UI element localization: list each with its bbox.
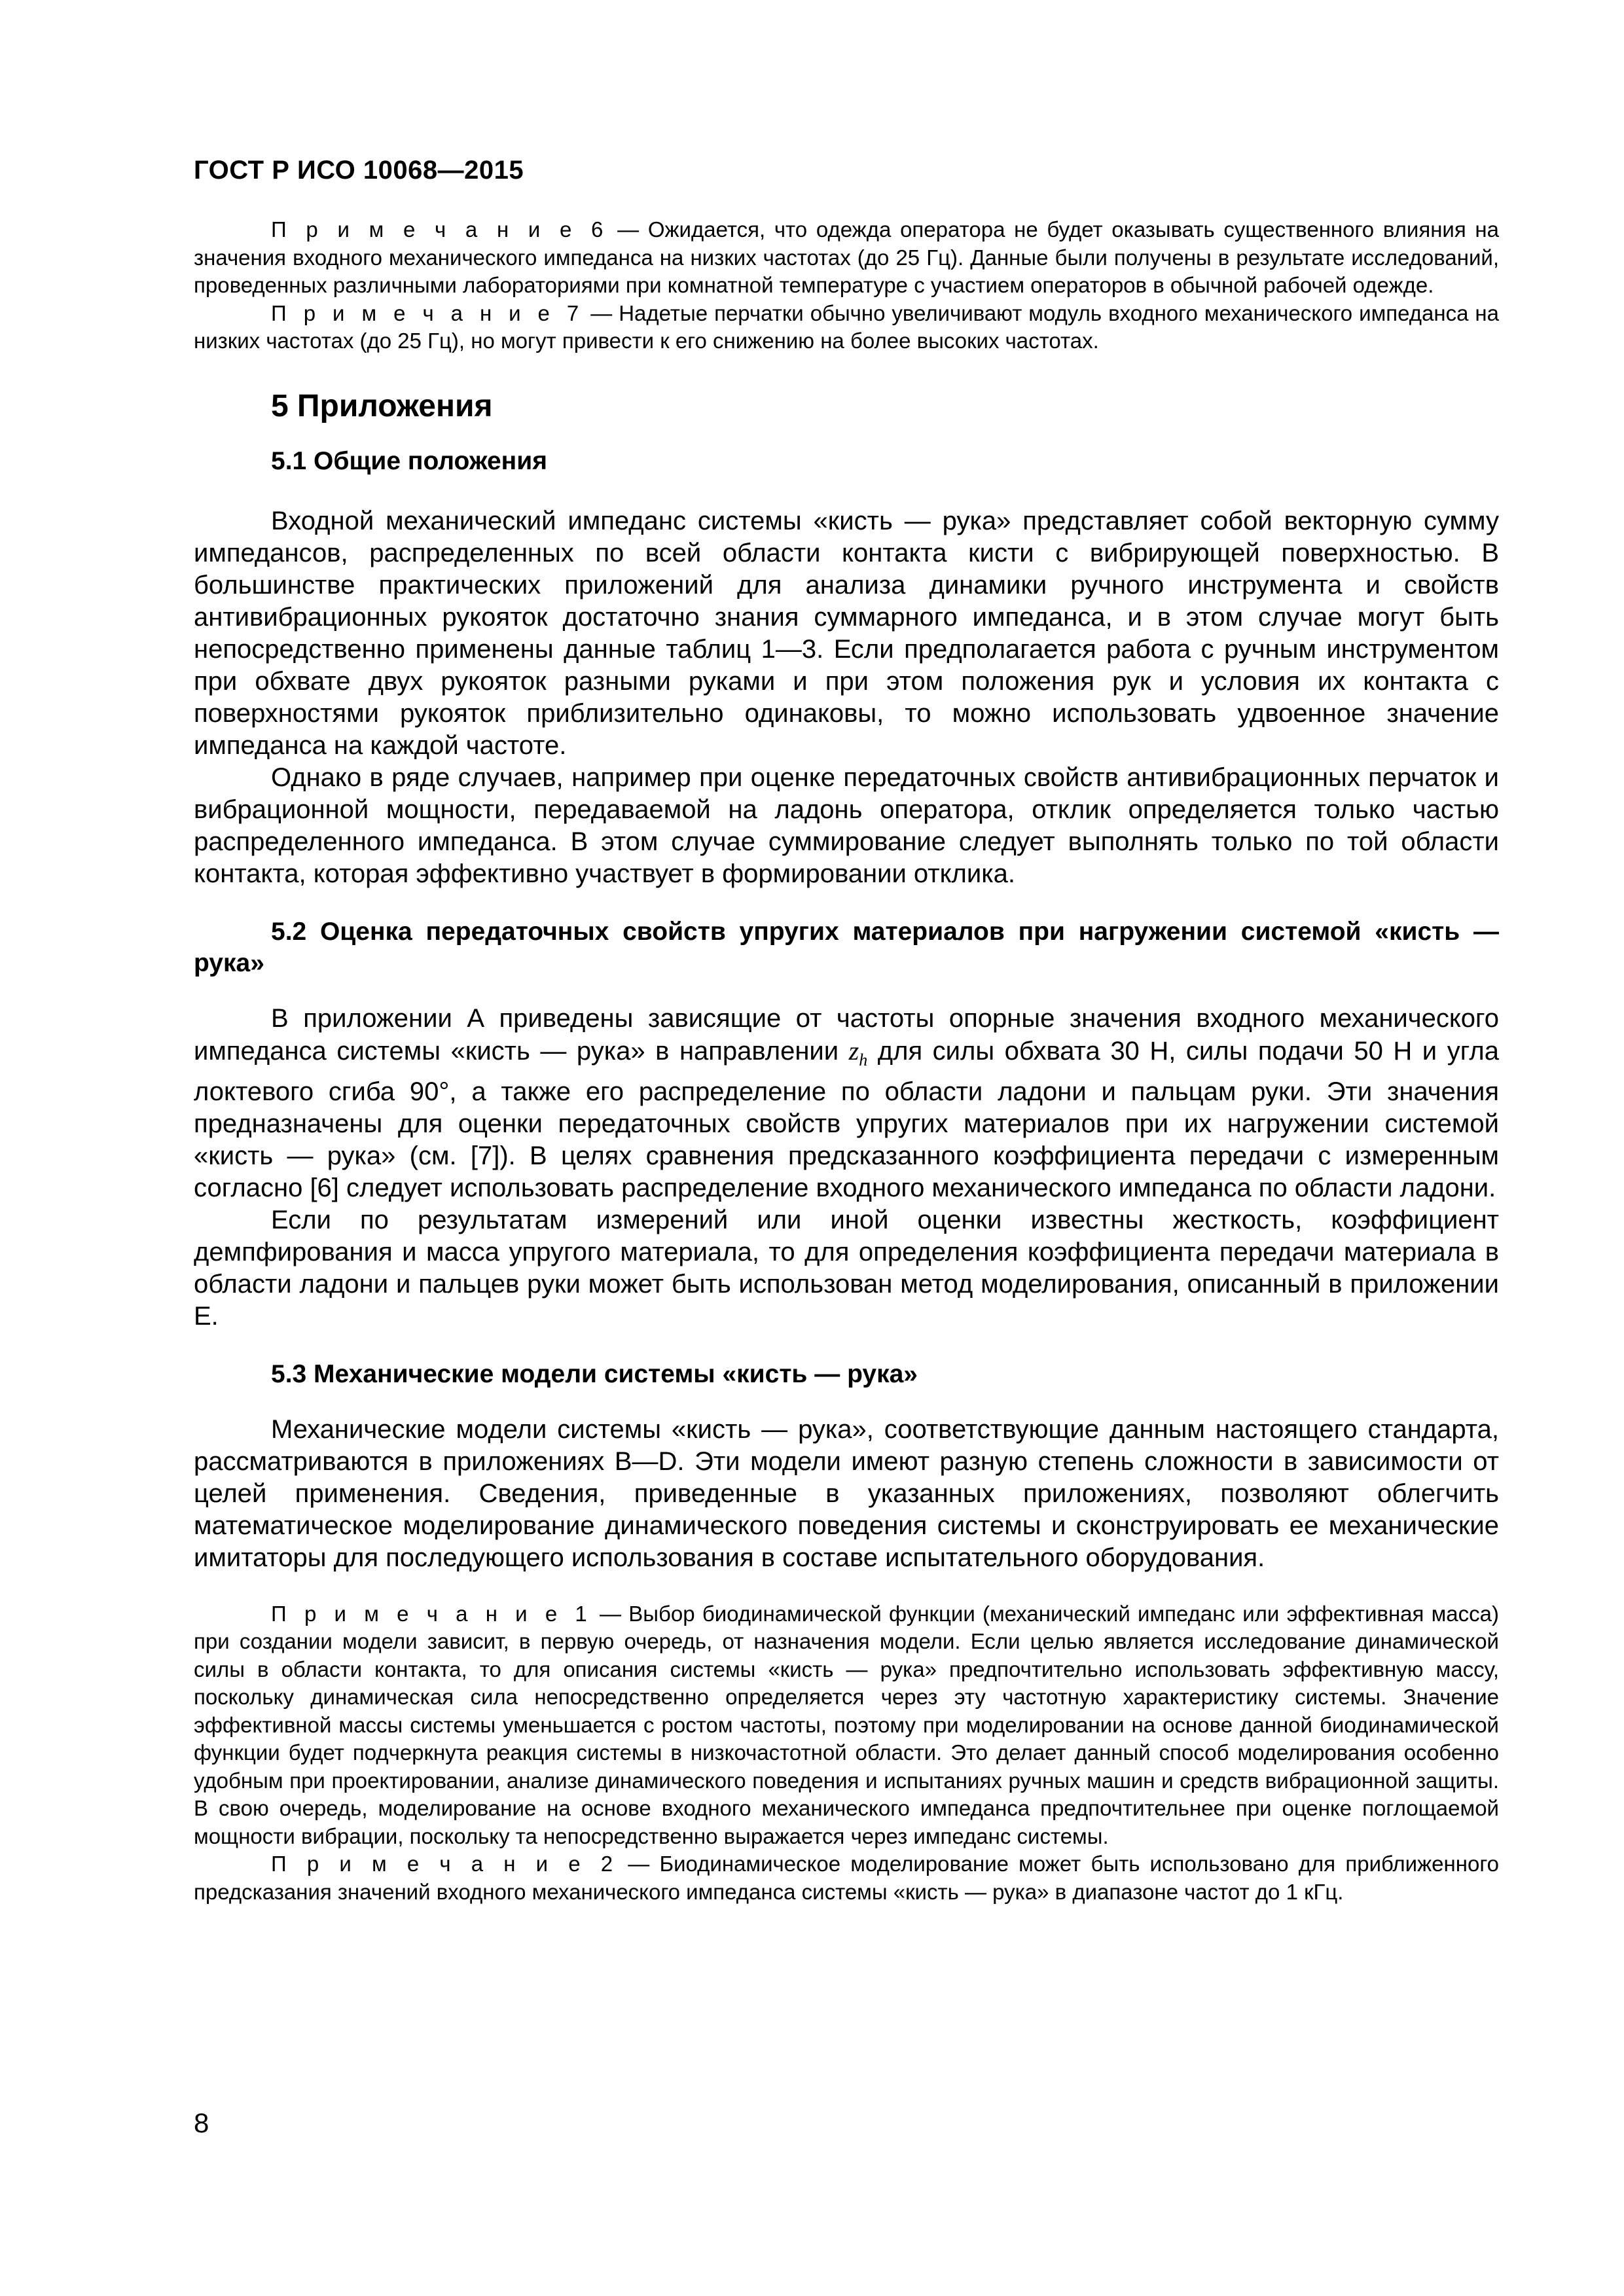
section-5-2-paragraph-2: Если по результатам измерений или иной оценки известны жесткость, коэффициент демпфирования и масса упругого материала, то для определения коэффициента передачи материала в области ладони и пальцев руки может быть использован метод моделирования, описанный в приложении Е. xyxy=(194,1205,1499,1331)
note-1 xyxy=(194,1600,1499,1851)
note-7-label: П р и м е ч а н и е 7 xyxy=(271,300,585,325)
note-2-label: П р и м е ч а н и е 2 xyxy=(271,1852,619,1876)
note-6 xyxy=(194,216,1499,300)
note-1-label: П р и м е ч а н и е 1 xyxy=(271,1601,592,1626)
section-5-2-p1-part-2: для силы обхвата 30 Н, силы подачи 50 Н и угла локтевого сгиба 90°, а также его распределение по области ладони и пальцам руки. Эти значения предназначены для оценки передаточных свойств упругих материалов при их нагружении системой «кисть — рука» (см. [7]). В целях сравнения предсказанного коэффициента передачи с измеренным согласно [6] следует использовать распределение входного механического импеданса по области ладони. xyxy=(194,1036,1499,1202)
note-6-text: — Ожидается, что одежда оператора не будет оказывать существенного влияния на значения входного механического импеданса на низких частотах (до 25 Гц). Данные были получены в результате исследований, проведенных различными лабораториями при комнатной температуре с участием операторов в обычной рабочей одежде. xyxy=(194,217,1499,297)
note-1-text: — Выбор биодинамической функции (механический импеданс или эффективная масса) при создании модели зависит, в первую очередь, от назначения модели. Если целью является исследование динамической силы в области контакта, то для описания системы «кисть — рука» предпочтительно использовать эффективную массу, поскольку динамическая сила непосредственно определяется через эту частотную характеристику системы. Значение эффективной массы системы уменьшается с ростом частоты, поэтому при моделировании на основе данной биодинамической функции будет подчеркнута реакция системы в низкочастотной области. Это делает данный способ моделирования особенно удобным при проектировании, анализе динамического поведения и испытаниях ручных машин и средств вибрационной защиты. В свою очередь, моделирование на основе входного механического импеданса предпочтительнее при оценке поглощаемой мощности вибрации, поскольку та непосредственно выражается через импеданс системы. xyxy=(194,1601,1500,1848)
section-5-2-p1-part-1: В приложении А приведены зависящие от частоты опорные значения входного механического импеданса системы «кисть — рука» в направлении xyxy=(194,1003,1499,1066)
section-5-2-paragraph-1 xyxy=(194,1003,1499,1204)
section-5-2-title: 5.2 Оценка передаточных свойств упругих материалов при нагружении системой «кисть — рука» xyxy=(194,917,1499,977)
note-7-text: — Надетые перчатки обычно увеличивают модуль входного механического импеданса на низких частотах (до 25 Гц), но могут привести к его снижению на более высоких частотах. xyxy=(194,300,1499,353)
note-2-text: — Биодинамическое моделирование может быть использовано для приближенного предсказания значений входного механического импеданса системы «кисть — рука» в диапазоне частот до 1 кГц. xyxy=(194,1852,1499,1904)
section-5-3-title: 5.3 Механические модели системы «кисть — рука» xyxy=(271,1359,918,1388)
note-2 xyxy=(194,1850,1499,1906)
note-6-label: П р и м е ч а н и е 6 xyxy=(271,217,609,242)
section-5-3-paragraph: Механические модели системы «кисть — рука», соответствующие данным настоящего стандарта, рассматриваются в приложениях В—D. Эти модели имеют разную степень сложности в зависимости от целей применения. Сведения, приведенные в указанных приложениях, позволяют облегчить математическое моделирование динамического поведения системы и сконструировать ее механические имитаторы для последующего использования в составе испытательного оборудования. xyxy=(194,1414,1499,1572)
page-content xyxy=(194,216,1499,1906)
section-5-1-paragraph-1: Входной механический импеданс системы «кисть — рука» представляет собой векторную сумму импедансов, распределенных по всей области контакта кисти с вибрирующей поверхностью. В большинстве практических приложений для анализа динамики ручного инструмента и свойств антивибрационных рукояток достаточно знания суммарного импеданса, и в этом случае могут быть непосредственно применены данные таблиц 1—3. Если предполагается работа с ручным инструментом при обхвате двух рукояток разными руками и при этом положения рук и условия их контакта с поверхностями рукояток приблизительно одинаковы, то можно использовать удвоенное значение импеданса на каждой частоте. xyxy=(194,506,1499,760)
page-number: 8 xyxy=(194,2108,209,2138)
section-5-1-title: 5.1 Общие положения xyxy=(271,446,547,475)
document-header: ГОСТ Р ИСО 10068—2015 xyxy=(194,156,524,185)
note-7 xyxy=(194,300,1499,355)
direction-variable-subscript: h xyxy=(859,1050,868,1069)
section-5-title: 5 Приложения xyxy=(271,388,493,423)
section-5-1-paragraph-2: Однако в ряде случаев, например при оценке передаточных свойств антивибрационных перчаток и вибрационной мощности, передаваемой на ладонь оператора, отклик определяется только частью распределенного импеданса. В этом случае суммирование следует выполнять только по той области контакта, которая эффективно участвует в формировании отклика. xyxy=(194,762,1499,888)
direction-variable: $z_h$ xyxy=(848,1035,868,1069)
